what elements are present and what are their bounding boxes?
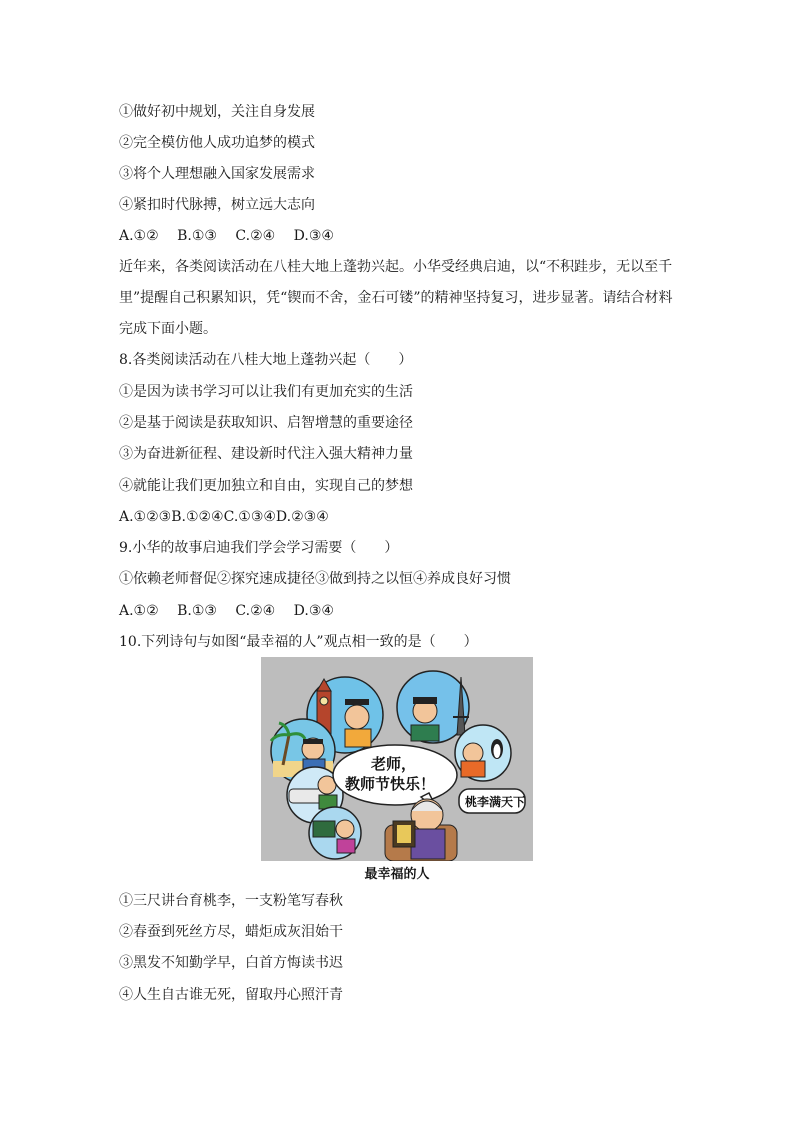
bubble-antarctic	[455, 725, 511, 781]
q10-option-2: ②春蚕到死丝方尽，蜡炬成灰泪始干	[119, 924, 343, 940]
greeting-line-1: 老师，	[371, 755, 417, 773]
q8-question: 8.各类阅读活动在八桂大地上蓬勃兴起（ ）	[119, 352, 413, 368]
bubble-paris	[397, 671, 469, 743]
q7-answer-c: C.②④	[235, 228, 276, 244]
greeting-line-2: 教师节快乐！	[345, 775, 436, 793]
q7-answer-a: A.①②	[119, 228, 159, 244]
reply-text: 桃李满天下	[465, 795, 526, 809]
q7-option-3: ③将个人理想融入国家发展需求	[119, 166, 315, 182]
q7-answer-b: B.①③	[177, 228, 217, 244]
q10-option-1: ①三尺讲台育桃李，一支粉笔写春秋	[119, 893, 343, 909]
q7-answer-choices	[119, 226, 679, 246]
q8-option-2: ②是基于阅读是获取知识、启智增慧的重要途径	[119, 415, 413, 431]
q9-answer-c: C.②④	[235, 603, 276, 619]
q9-question: 9.小华的故事启迪我们学会学习需要（ ）	[119, 540, 399, 556]
reading-material: 近年来，各类阅读活动在八桂大地上蓬勃兴起。小华受经典启迪，以“不积跬步，无以至千里”提醒自己积累知识，凭“锲而不舍，金石可镂”的精神坚持复习，进步显著。请结合材料完成下面小题。	[119, 259, 673, 337]
speech-bubble-reply	[459, 789, 525, 813]
q10-option-3: ③黑发不知勤学早，白首方悔读书迟	[119, 955, 343, 971]
q8-answer-choices: A.①②③B.①②④C.①③④D.②③④	[119, 509, 329, 525]
q7-answer-d: D.③④	[293, 228, 334, 244]
bubble-classroom	[309, 807, 361, 859]
q8-option-1: ①是因为读书学习可以让我们有更加充实的生活	[119, 384, 413, 400]
q9-answer-choices	[119, 601, 679, 621]
cartoon-illustration	[261, 657, 533, 861]
q8-option-4: ④就能让我们更加独立和自由，实现自己的梦想	[119, 478, 413, 494]
q9-options: ①依赖老师督促②探究速成捷径③做到持之以恒④养成良好习惯	[119, 571, 511, 587]
q9-answer-a: A.①②	[119, 603, 159, 619]
q10-option-4: ④人生自古谁无死，留取丹心照汗青	[119, 987, 343, 1003]
cartoon-happiest-person	[261, 657, 533, 887]
q7-option-1: ①做好初中规划，关注自身发展	[119, 104, 315, 120]
q9-answer-d: D.③④	[293, 603, 334, 619]
q10-question: 10.下列诗句与如图“最幸福的人”观点相一致的是（ ）	[119, 634, 478, 650]
q8-option-3: ③为奋进新征程、建设新时代注入强大精神力量	[119, 446, 413, 462]
q9-answer-b: B.①③	[177, 603, 217, 619]
q7-option-2: ②完全模仿他人成功追梦的模式	[119, 135, 315, 151]
figure-caption: 最幸福的人	[364, 867, 430, 882]
q7-option-4: ④紧扣时代脉搏，树立远大志向	[119, 197, 315, 213]
